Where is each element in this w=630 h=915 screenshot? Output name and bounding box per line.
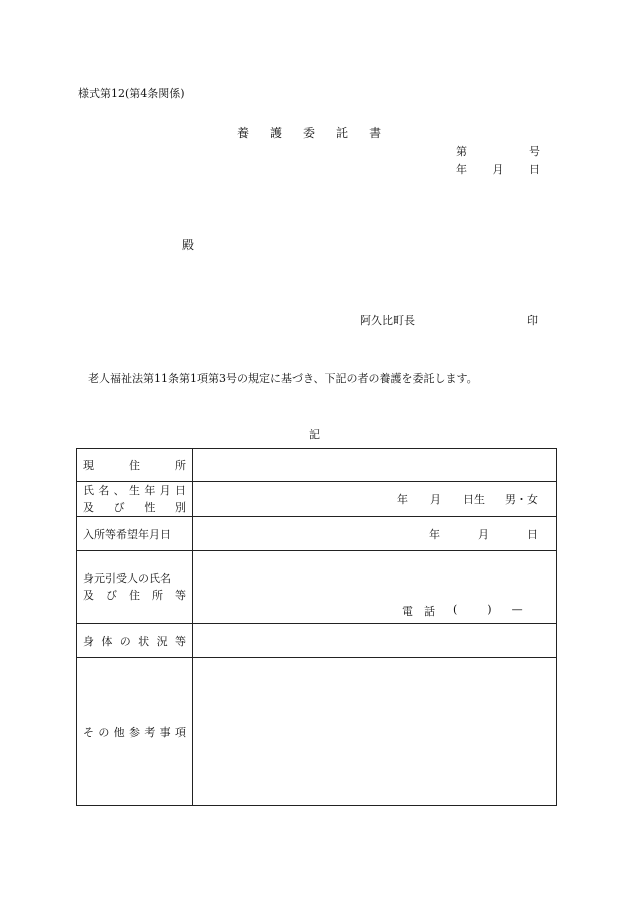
title-char: 委: [303, 126, 316, 140]
admission-date-field[interactable]: [193, 517, 557, 551]
birth-day: 日生: [463, 493, 485, 506]
title-char: 養: [237, 126, 250, 140]
body-condition-label: 身 体 の 状 況 等: [77, 624, 193, 658]
table-row: [77, 482, 557, 517]
phone-line: 電 話 ( ) —: [402, 603, 523, 618]
name-birth-sex-label: 氏 名 、 生 年 月 日 及 び 性 別: [77, 482, 193, 517]
admission-month: 月: [478, 527, 489, 541]
guardian-label: 身元引受人の氏名 及 び 住 所 等: [77, 551, 193, 624]
table-row: [77, 449, 557, 482]
birth-month: 月: [430, 493, 441, 506]
title-char: 書: [369, 126, 382, 140]
date-day: 日: [529, 163, 540, 176]
table-row: [77, 517, 557, 551]
document-title: [237, 124, 402, 141]
document-number: [456, 143, 540, 159]
body-condition-field[interactable]: [193, 624, 557, 658]
form-id: 様式第12(第4条関係): [78, 87, 185, 100]
admission-date-label: 入所等希望年月日: [77, 517, 193, 551]
body-text: 老人福祉法第11条第1項第3号の規定に基づき、下記の者の養護を委託します。: [88, 372, 478, 385]
issuer: 阿久比町長: [360, 314, 415, 327]
phone-label: 電 話: [402, 605, 435, 618]
seal-mark: 印: [527, 314, 538, 327]
number-prefix: 第: [456, 145, 467, 158]
sex-options: 男・女: [505, 493, 538, 506]
title-char: 護: [270, 126, 283, 140]
entrustment-table: [76, 448, 557, 806]
name-birth-sex-field[interactable]: [193, 482, 557, 517]
issue-date: [456, 161, 540, 177]
date-year: 年: [456, 163, 467, 176]
addressee: 殿: [182, 238, 195, 252]
other-notes-field[interactable]: [193, 658, 557, 806]
address-field[interactable]: [193, 449, 557, 482]
date-month: 月: [492, 163, 504, 176]
table-row: [77, 658, 557, 806]
guardian-field[interactable]: [193, 551, 557, 624]
admission-year: 年: [429, 527, 440, 541]
birth-year: 年: [397, 493, 408, 506]
table-row: [77, 624, 557, 658]
number-suffix: 号: [529, 145, 540, 158]
address-label: 現 住 所: [77, 449, 193, 482]
other-notes-label: そ の 他 参 考 事 項: [77, 658, 193, 806]
title-char: 託: [336, 126, 349, 140]
admission-day: 日: [527, 527, 538, 541]
ki-heading: 記: [309, 428, 320, 441]
table-row: [77, 551, 557, 624]
